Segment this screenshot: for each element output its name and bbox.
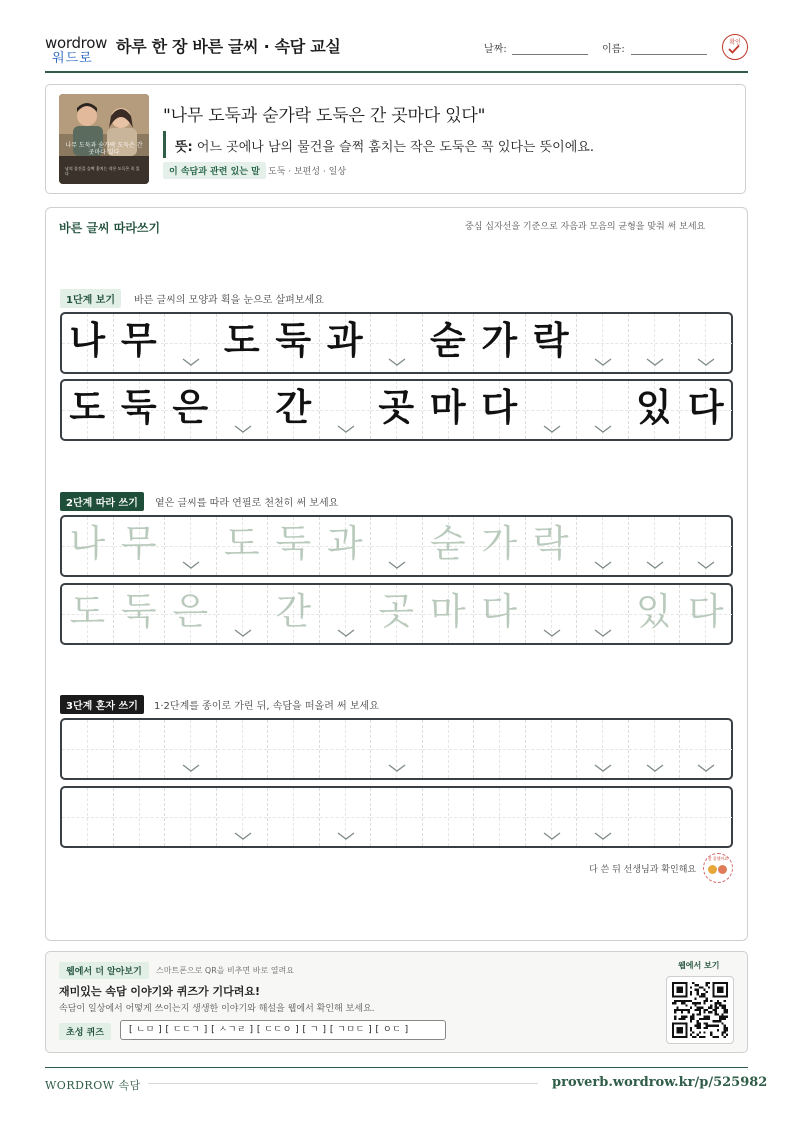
grid-character: 도 <box>223 319 260 362</box>
header-divider <box>45 71 748 73</box>
grid-character: 마 <box>429 386 466 429</box>
qr-code-icon[interactable] <box>666 976 734 1044</box>
grid-cell[interactable] <box>680 585 732 643</box>
grid-cell <box>526 381 578 439</box>
grid-character: 간 <box>275 590 312 633</box>
space-mark-icon <box>234 832 252 840</box>
space-mark-icon <box>182 358 200 366</box>
grid-cell <box>474 381 526 439</box>
grid-cell[interactable] <box>320 585 372 643</box>
grid-cell[interactable] <box>629 720 681 778</box>
grid-character: 과 <box>326 522 363 565</box>
space-mark-icon <box>543 629 561 637</box>
grid-character: 곳 <box>378 590 415 633</box>
grid-cell[interactable] <box>371 585 423 643</box>
grid-cell <box>114 314 166 372</box>
grid-cell[interactable] <box>577 788 629 846</box>
grid-cell <box>114 381 166 439</box>
space-mark-icon <box>337 425 355 433</box>
space-mark-icon <box>646 561 664 569</box>
space-mark-icon <box>646 358 664 366</box>
illustration-title: 나무 도둑과 숟가락 도둑은 간 곳마다 있다 <box>65 142 143 156</box>
grid-cell[interactable] <box>217 585 269 643</box>
wordrow-logo <box>45 34 108 66</box>
grid-cell[interactable] <box>62 585 114 643</box>
grid-cell[interactable] <box>423 517 475 575</box>
grid-cell[interactable] <box>371 788 423 846</box>
grid-cell <box>62 314 114 372</box>
grid-cell[interactable] <box>114 517 166 575</box>
grid-cell[interactable] <box>320 517 372 575</box>
step2-desc: 옅은 글씨를 따라 연필로 천천히 써 보세요 <box>155 498 339 509</box>
grid-cell[interactable] <box>114 720 166 778</box>
step3-desc: 1·2단계를 종이로 가린 뒤, 속담을 떠올려 써 보세요 <box>154 701 379 712</box>
date-label: 날짜: <box>484 44 507 55</box>
grid-cell[interactable] <box>320 788 372 846</box>
grid-character: 가 <box>481 319 518 362</box>
grid-cell <box>268 314 320 372</box>
grid-cell[interactable] <box>371 720 423 778</box>
space-mark-icon <box>594 764 612 772</box>
page-title: 하루 한 장 바른 글씨 · 속담 교실 <box>116 37 341 56</box>
grid-cell[interactable] <box>680 720 732 778</box>
space-mark-icon <box>543 425 561 433</box>
grid-character: 도 <box>223 522 260 565</box>
grid-cell[interactable] <box>320 720 372 778</box>
grid-cell <box>423 381 475 439</box>
grid-character: 무 <box>120 319 157 362</box>
grid-cell <box>680 314 732 372</box>
grid-cell <box>320 381 372 439</box>
space-mark-icon <box>646 764 664 772</box>
grid-cell[interactable] <box>577 517 629 575</box>
grid-cell[interactable] <box>371 517 423 575</box>
grid-character: 둑 <box>120 386 157 429</box>
grid-character: 다 <box>481 386 518 429</box>
meaning-line <box>175 136 594 155</box>
grid-cell <box>474 314 526 372</box>
practice-tip: 중심 십자선을 기준으로 자음과 모음의 균형을 맞춰 써 보세요 <box>465 222 706 232</box>
grid-cell[interactable] <box>629 788 681 846</box>
step1-desc: 바른 글씨의 모양과 획을 눈으로 살펴보세요 <box>134 295 324 306</box>
grid-character: 둑 <box>275 522 312 565</box>
seal-text: 참 잘했어요 <box>707 856 729 861</box>
grid-cell[interactable] <box>165 788 217 846</box>
step1-row-2 <box>60 379 733 441</box>
grid-cell[interactable] <box>526 788 578 846</box>
teacher-check-text: 다 쓴 뒤 선생님과 확인해요 <box>589 865 697 875</box>
grid-cell[interactable] <box>423 585 475 643</box>
grid-cell <box>217 381 269 439</box>
initial-consonant-quiz: [ ㄴㅁ ] [ ㄷㄷㄱ ] [ ㅅㄱㄹ ] [ ㄷㄷㅇ ] [ ㄱ ] [ ㄱㅁㄷ ] [ ㅇㄷ ] <box>120 1020 446 1040</box>
grid-character: 도 <box>69 590 106 633</box>
grid-cell <box>371 381 423 439</box>
grid-cell <box>423 314 475 372</box>
footer-divider <box>45 1067 748 1068</box>
grid-character: 다 <box>687 590 724 633</box>
grid-cell[interactable] <box>474 788 526 846</box>
footer-brand-line <box>148 1083 538 1084</box>
step3-row-2[interactable] <box>60 786 733 848</box>
practice-title: 바른 글씨 따라쓰기 <box>59 221 161 235</box>
proverb-illustration <box>59 94 149 184</box>
grid-cell[interactable] <box>526 517 578 575</box>
grid-character: 과 <box>326 319 363 362</box>
space-mark-icon <box>697 561 715 569</box>
grid-cell[interactable] <box>629 517 681 575</box>
grid-cell[interactable] <box>577 585 629 643</box>
grid-character: 나 <box>69 522 106 565</box>
step2-badge: 2단계 따라 쓰기 <box>60 492 144 511</box>
grid-cell <box>320 314 372 372</box>
grid-cell[interactable] <box>474 517 526 575</box>
grid-cell[interactable] <box>629 585 681 643</box>
space-mark-icon <box>594 425 612 433</box>
logo-text-top: wordrow <box>45 34 108 52</box>
grid-character: 락 <box>532 319 569 362</box>
grid-cell[interactable] <box>680 788 732 846</box>
grid-cell <box>577 381 629 439</box>
grid-cell[interactable] <box>474 585 526 643</box>
space-mark-icon <box>697 764 715 772</box>
illustration-caption: 남의 물건을 슬쩍 훔치는 작은 도둑은 꼭 있다 <box>65 166 140 176</box>
meaning-text: 어느 곳에나 남의 물건을 슬쩍 훔치는 작은 도둑은 꼭 있다는 뜻이에요. <box>196 140 594 155</box>
grid-cell[interactable] <box>114 788 166 846</box>
grid-character: 있 <box>635 386 672 429</box>
grid-cell[interactable] <box>268 585 320 643</box>
grid-character: 은 <box>172 386 209 429</box>
quiz-label: 초성 퀴즈 <box>59 1023 111 1040</box>
stamp-text: 확인 <box>729 39 741 46</box>
web-headline: 재미있는 속담 이야기와 퀴즈가 기다려요! <box>59 985 260 998</box>
grid-cell[interactable] <box>165 585 217 643</box>
grid-cell[interactable] <box>62 517 114 575</box>
grid-cell[interactable] <box>526 585 578 643</box>
grid-character: 숟 <box>429 522 466 565</box>
grid-character: 다 <box>481 590 518 633</box>
web-more-badge: 웹에서 더 알아보기 <box>59 962 149 979</box>
space-mark-icon <box>388 764 406 772</box>
step3-row-1[interactable] <box>60 718 733 780</box>
name-label: 이름: <box>602 44 625 55</box>
grid-cell[interactable] <box>526 720 578 778</box>
date-field[interactable] <box>512 54 588 55</box>
grid-character: 둑 <box>275 319 312 362</box>
grid-character: 다 <box>687 386 724 429</box>
space-mark-icon <box>182 764 200 772</box>
grid-cell[interactable] <box>474 720 526 778</box>
grid-cell[interactable] <box>423 788 475 846</box>
grid-character: 나 <box>69 319 106 362</box>
space-mark-icon <box>543 832 561 840</box>
footer-brand: WORDROW 속담 <box>45 1079 141 1092</box>
web-desc: 속담이 일상에서 어떻게 쓰이는지 생생한 이야기와 해설을 웹에서 확인해 보세요. <box>59 1004 375 1014</box>
step1-row-1 <box>60 312 733 374</box>
grid-cell <box>577 314 629 372</box>
grid-character: 무 <box>120 522 157 565</box>
grid-cell[interactable] <box>577 720 629 778</box>
step2-row-1[interactable] <box>60 515 733 577</box>
grid-cell[interactable] <box>217 517 269 575</box>
space-mark-icon <box>234 629 252 637</box>
grid-character: 곳 <box>378 386 415 429</box>
grid-character: 가 <box>481 522 518 565</box>
grid-cell[interactable] <box>268 788 320 846</box>
check-stamp-icon <box>722 34 748 60</box>
related-tag: 이 속담과 관련 있는 말 <box>163 162 266 179</box>
space-mark-icon <box>182 561 200 569</box>
grid-cell <box>62 381 114 439</box>
step2-row-2[interactable] <box>60 583 733 645</box>
praise-seal-icon <box>703 853 733 883</box>
grid-cell <box>268 381 320 439</box>
name-field[interactable] <box>631 54 707 55</box>
grid-character: 마 <box>429 590 466 633</box>
grid-cell <box>526 314 578 372</box>
grid-cell[interactable] <box>114 585 166 643</box>
grid-character: 둑 <box>120 590 157 633</box>
proverb-text: "나무 도둑과 숟가락 도둑은 간 곳마다 있다" <box>163 106 486 126</box>
grid-cell[interactable] <box>165 720 217 778</box>
meaning-label: 뜻: <box>175 140 193 155</box>
grid-cell <box>165 314 217 372</box>
grid-cell <box>629 314 681 372</box>
grid-cell <box>371 314 423 372</box>
meaning-accent-bar <box>163 131 166 158</box>
grid-cell <box>629 381 681 439</box>
space-mark-icon <box>594 561 612 569</box>
grid-cell <box>680 381 732 439</box>
grid-cell[interactable] <box>217 720 269 778</box>
space-mark-icon <box>594 832 612 840</box>
logo-text-bottom: 워드로 <box>52 51 93 66</box>
grid-character: 도 <box>69 386 106 429</box>
step3-badge: 3단계 혼자 쓰기 <box>60 695 144 714</box>
grid-cell[interactable] <box>165 517 217 575</box>
web-hint: 스마트폰으로 QR을 비추면 바로 열려요 <box>156 966 294 975</box>
grid-character: 간 <box>275 386 312 429</box>
grid-character: 숟 <box>429 319 466 362</box>
space-mark-icon <box>697 358 715 366</box>
grid-character: 은 <box>172 590 209 633</box>
grid-character: 있 <box>635 590 672 633</box>
grid-cell[interactable] <box>62 788 114 846</box>
space-mark-icon <box>234 425 252 433</box>
space-mark-icon <box>337 629 355 637</box>
grid-cell[interactable] <box>423 720 475 778</box>
qr-label: 웹에서 보기 <box>678 961 720 970</box>
related-words: 도둑 · 보편성 · 일상 <box>268 167 347 177</box>
grid-cell[interactable] <box>62 720 114 778</box>
space-mark-icon <box>388 561 406 569</box>
grid-character: 락 <box>532 522 569 565</box>
footer-url[interactable]: proverb.wordrow.kr/p/525982 <box>552 1075 768 1090</box>
grid-cell[interactable] <box>680 517 732 575</box>
grid-cell[interactable] <box>268 720 320 778</box>
grid-cell[interactable] <box>268 517 320 575</box>
space-mark-icon <box>337 832 355 840</box>
grid-cell <box>217 314 269 372</box>
step1-badge: 1단계 보기 <box>60 289 121 308</box>
grid-cell[interactable] <box>217 788 269 846</box>
space-mark-icon <box>594 629 612 637</box>
space-mark-icon <box>594 358 612 366</box>
grid-cell <box>165 381 217 439</box>
space-mark-icon <box>388 358 406 366</box>
